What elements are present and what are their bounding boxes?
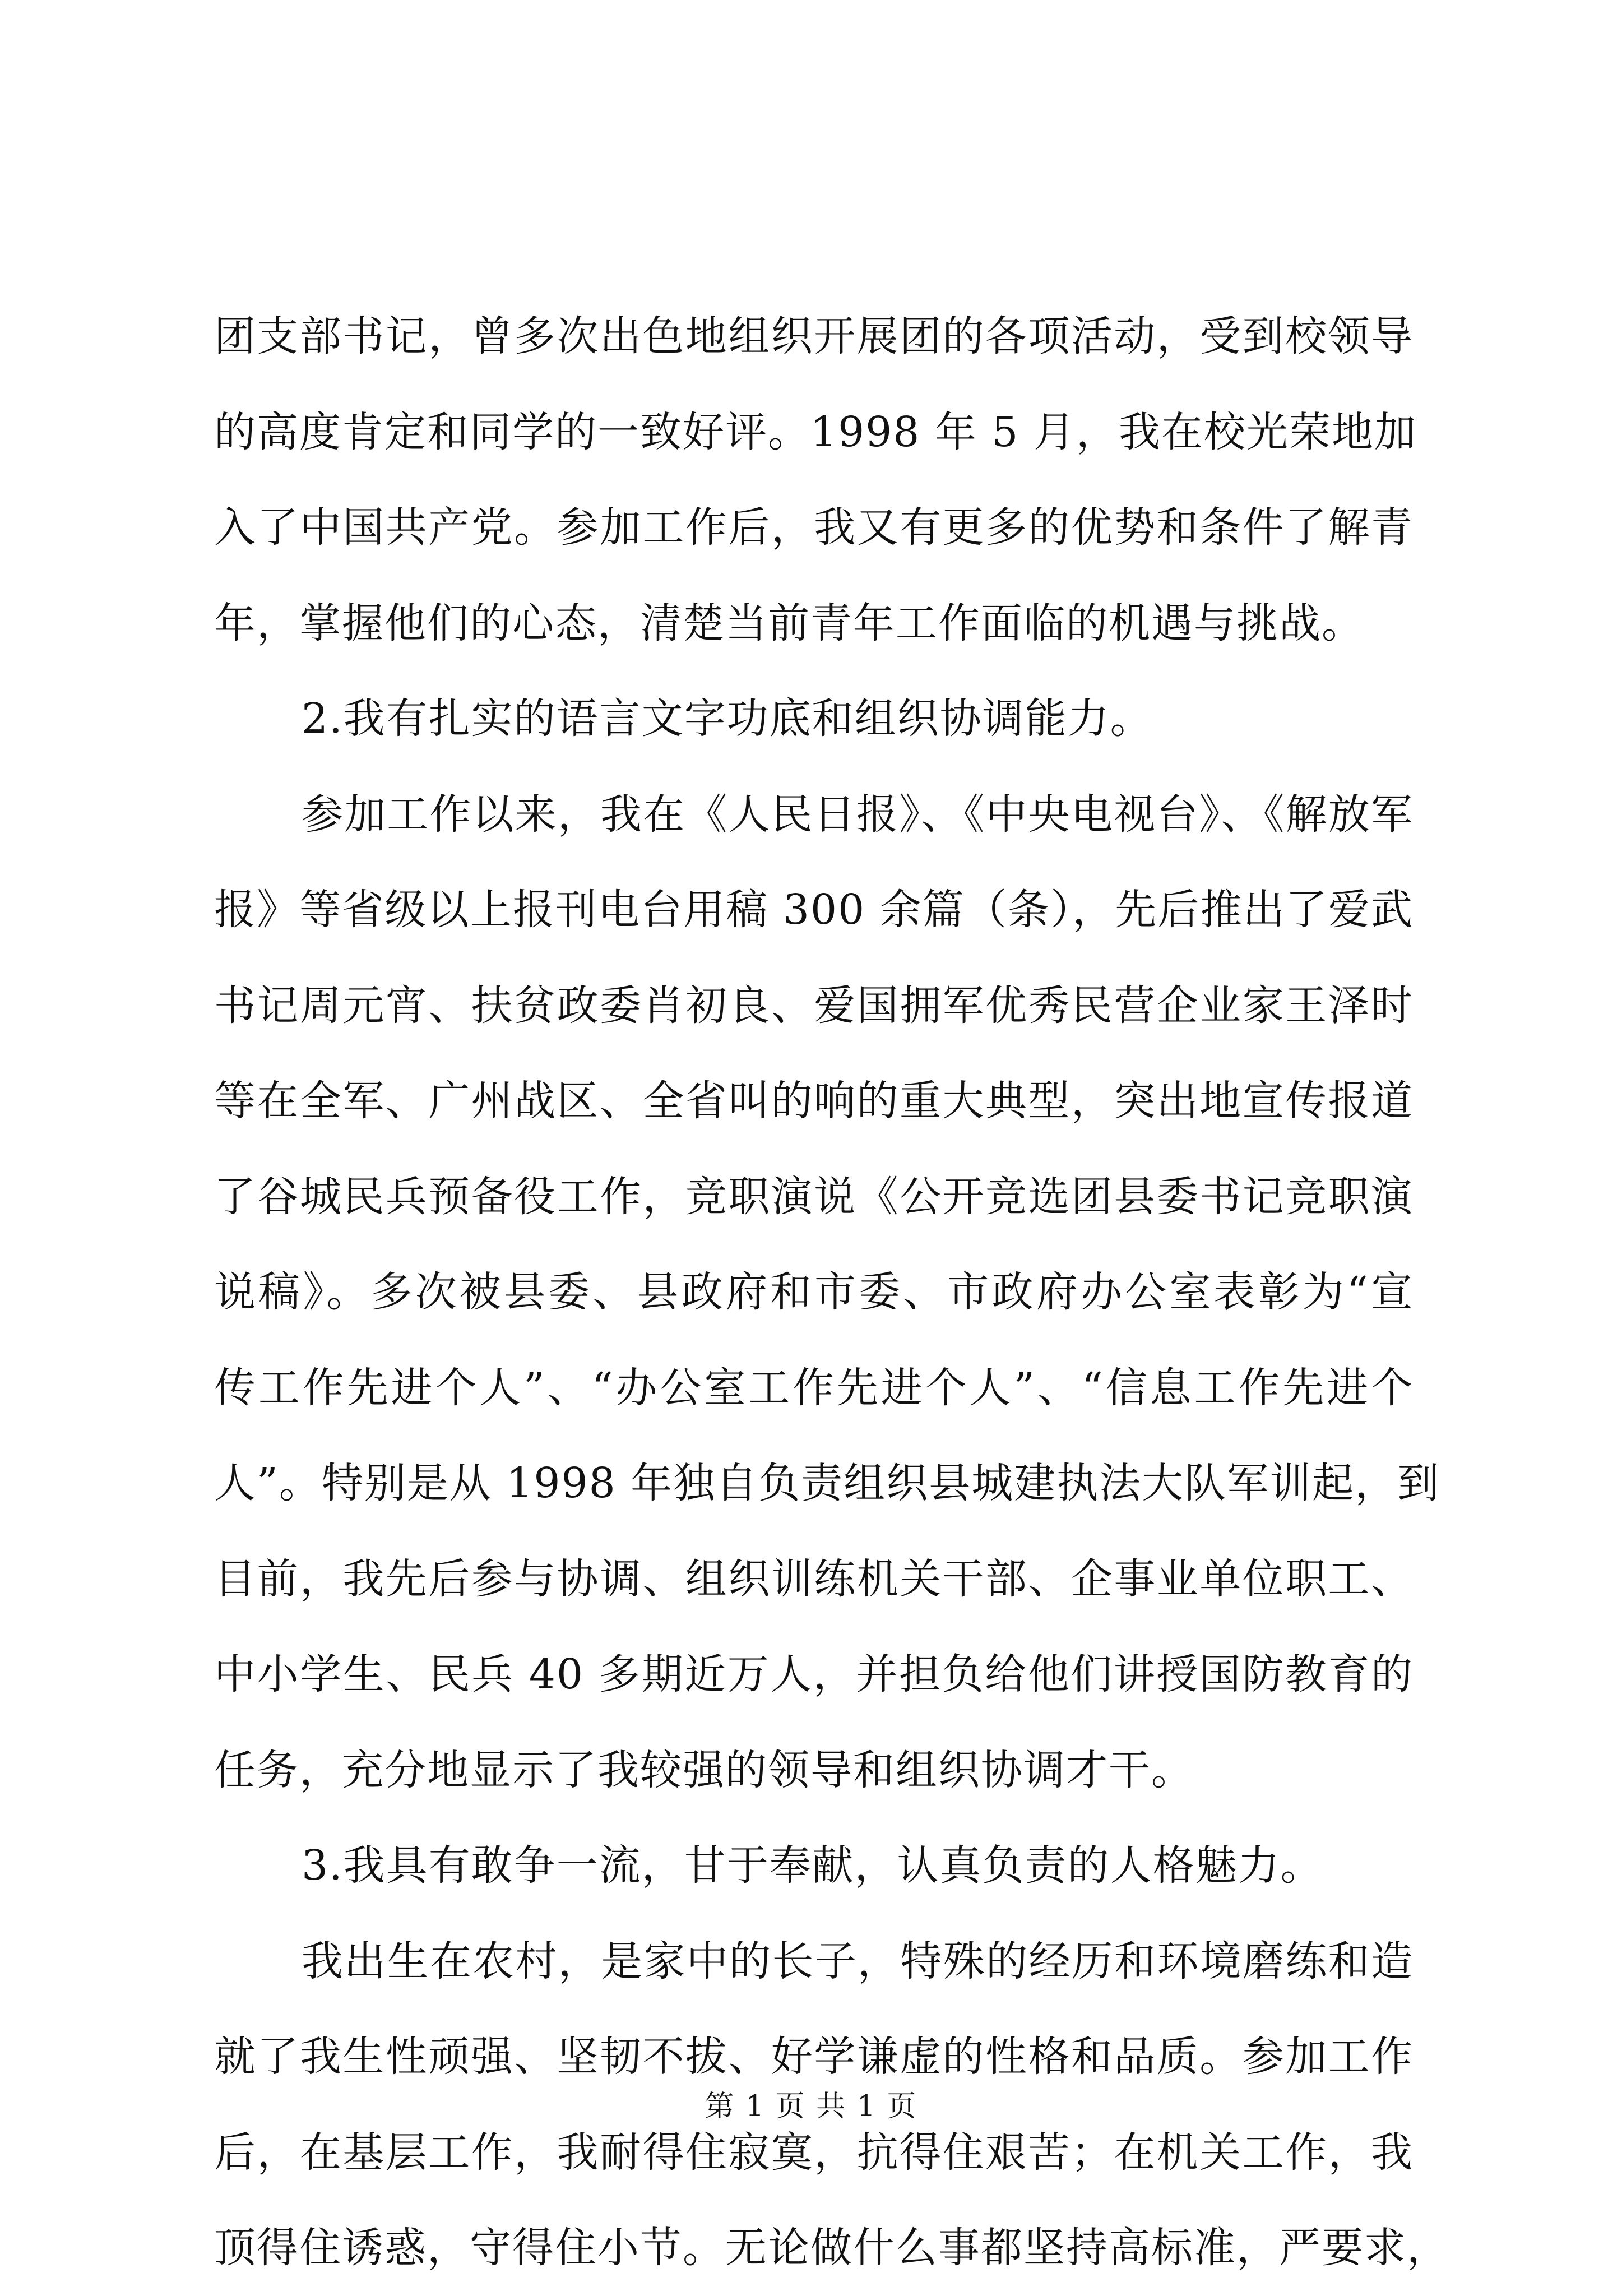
text-line-2: 的高度肯定和同学的一致好评。1998 年 5 月，我在校光荣地加 [214, 408, 1417, 456]
text-line-16: 任务，充分地显示了我较强的领导和组织协调才干。 [214, 1746, 1194, 1794]
text-line-9: 等在全军、广州战区、全省叫的响的重大典型，突出地宣传报道 [214, 1077, 1414, 1125]
text-line-18: 我出生在农村，是家中的长子，特殊的经历和环境磨练和造 [302, 1937, 1414, 1985]
text-line-11: 说稿》。多次被县委、县政府和市委、市政府办公室表彰为“宣 [214, 1268, 1414, 1316]
text-line-21: 顶得住诱惑，守得住小节。无论做什么事都坚持高标准，严要求， [214, 2224, 1449, 2272]
text-line-15: 中小学生、民兵 40 多期近万人，并担负给他们讲授国防教育的 [214, 1650, 1414, 1698]
text-line-1: 团支部书记，曾多次出色地组织开展团的各项活动，受到校领导 [214, 312, 1414, 360]
text-line-6: 参加工作以来，我在《人民日报》、《中央电视台》、《解放军 [302, 790, 1414, 839]
body-text [214, 289, 1449, 2296]
text-line-3: 入了中国共产党。参加工作后，我又有更多的优势和条件了解青 [214, 503, 1414, 552]
text-line-20: 后，在基层工作，我耐得住寂寞，抗得住艰苦；在机关工作，我 [214, 2128, 1414, 2177]
text-line-4: 年，掌握他们的心态，清楚当前青年工作面临的机遇与挑战。 [214, 599, 1364, 647]
text-line-13: 人”。特别是从 1998 年独自负责组织县城建执法大队军训起，到 [214, 1459, 1440, 1507]
text-line-12: 传工作先进个人”、“办公室工作先进个人”、“信息工作先进个 [214, 1363, 1414, 1412]
text-line-5: 2.我有扎实的语言文字功底和组织协调能力。 [302, 695, 1153, 743]
page-number: 第 1 页 共 1 页 [705, 2090, 917, 2123]
text-line-19: 就了我生性顽强、坚韧不拔、好学谦虚的性格和品质。参加工作 [214, 2033, 1414, 2081]
text-line-10: 了谷城民兵预备役工作，竞职演说《公开竞选团县委书记竞职演 [214, 1172, 1414, 1221]
text-line-7: 报》等省级以上报刊电台用稿 300 余篇（条），先后推出了爱武 [214, 886, 1414, 934]
text-line-14: 目前，我先后参与协调、组织训练机关干部、企事业单位职工、 [214, 1554, 1414, 1603]
text-line-17: 3.我具有敢争一流，甘于奉献，认真负责的人格魅力。 [302, 1841, 1323, 1890]
text-line-8: 书记周元宵、扶贫政委肖初良、爱国拥军优秀民营企业家王泽时 [214, 981, 1414, 1030]
